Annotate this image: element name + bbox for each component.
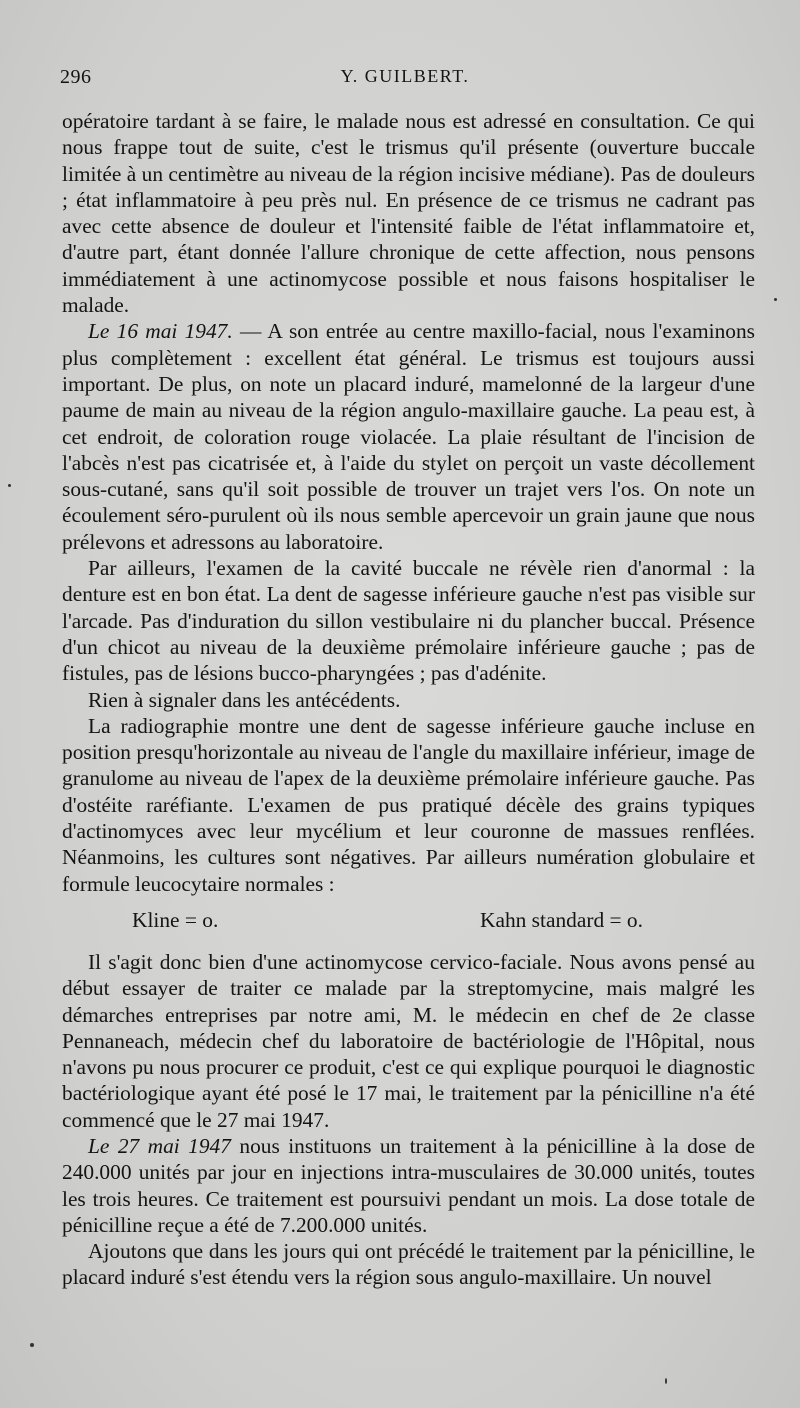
paragraph [62, 949, 755, 1133]
paragraph-text: Ajoutons que dans les jours qui ont précédé le traitement par la pénicilline, le placard induré s'est étendu vers la région sous angulo-maxillaire. Un nouvel [62, 1239, 755, 1290]
running-title: Y. GUILBERT. [340, 66, 470, 86]
scan-speck [8, 484, 11, 487]
date-label: Le 27 mai 1947 [88, 1133, 231, 1158]
paragraph [62, 1133, 755, 1238]
scan-speck [30, 1343, 34, 1347]
paragraph [62, 687, 755, 713]
paragraph [62, 1238, 755, 1291]
paragraph [62, 555, 755, 686]
paragraph-text: La radiographie montre une dent de sagesse inférieure gauche incluse en position presqu'horizontale au niveau de l'angle du maxillaire inférieur, image de granulome au niveau de l'apex de la deuxième prémolaire inférieure gauche. Pas d'ostéite raréfiante. L'examen de pus pratiqué décèle des grains typiques d'actinomyces avec leur mycélium et leur couronne de massues renflées. Néanmoins, les cultures sont négatives. Par ailleurs numération globulaire et formule leucocytaire normales : [62, 713, 755, 896]
body-text [62, 108, 755, 1291]
paragraph-text: nous instituons un traitement à la pénicilline à la dose de 240.000 unités par jour en injections intra-musculaires de 30.000 unités, toutes les trois heures. Ce traitement est poursuivi pendant un mois. La dose totale de pénicilline reçue a été de 7.200.000 unités. [62, 1133, 755, 1237]
lab-results [62, 907, 755, 935]
paragraph-text: — A son entrée au centre maxillo-facial, nous l'examinons plus complètement : excellent état général. Le trismus est toujours aussi important. De plus, on note un placard induré, mamelonné de la largeur d'une paume de main au niveau de la région angulo-maxillaire gauche. La peau est, à cet endroit, de coloration rouge violacée. La plaie résultant de l'incision de l'abcès n'est pas cicatrisée et, à l'aide du stylet on perçoit un vaste décollement sous-cutané, sans qu'il soit possible de trouver un trajet vers l'os. On note un écoulement séro-purulent où ils nous semble apercevoir un grain jaune que nous prélevons et adressons au laboratoire. [62, 319, 755, 554]
paragraph-text: opératoire tardant à se faire, le malade nous est adressé en consultation. Ce qui nous frappe tout de suite, c'est le trismus qu'il présente (ouverture buccale limitée à un centimètre au niveau de la région incisive médiane). Pas de douleurs ; état inflammatoire à peu près nul. En présence de ce trismus ne cadrant pas avec cette absence de douleur et l'intensité faible de l'état inflammatoire et, d'autre part, étant donnée l'allure chronique de cette affection, nous pensons immédiatement à une actinomycose possible et nous faisons hospitaliser le malade. [62, 109, 755, 318]
kahn-result: Kahn standard = o. [480, 907, 643, 932]
paragraph [62, 713, 755, 897]
paragraph-text: Par ailleurs, l'examen de la cavité buccale ne révèle rien d'anormal : la denture est en bon état. La dent de sagesse inférieure gauche n'est pas visible sur l'arcade. Pas d'induration du sillon vestibulaire ni du plancher buccal. Présence d'un chicot au niveau de la deuxième prémolaire inférieure gauche ; pas de fistules, pas de lésions bucco-pharyngées ; pas d'adénite. [62, 556, 755, 686]
date-label: Le 16 mai 1947. [88, 319, 233, 344]
paragraph-text: Il s'agit donc bien d'une actinomycose cervico-faciale. Nous avons pensé au début essayer de traiter ce malade par la streptomycine, mais malgré les démarches entreprises par notre ami, M. le médecin en chef de 2e classe Pennaneach, médecin chef du laboratoire de bactériologie de l'Hôpital, nous n'avons pu nous procurer ce produit, c'est ce qui explique pourquoi le diagnostic bactériologique ayant été posé le 17 mai, le traitement par la pénicilline n'a été commencé que le 27 mai 1947. [62, 949, 755, 1132]
paragraph [62, 108, 755, 318]
scan-speck [665, 1378, 667, 1384]
running-head [60, 66, 750, 96]
paragraph [62, 318, 755, 555]
scan-speck [774, 298, 777, 301]
kline-result: Kline = o. [132, 907, 219, 932]
paragraph-text: Rien à signaler dans les antécédents. [88, 687, 401, 712]
page-number: 296 [60, 66, 92, 88]
